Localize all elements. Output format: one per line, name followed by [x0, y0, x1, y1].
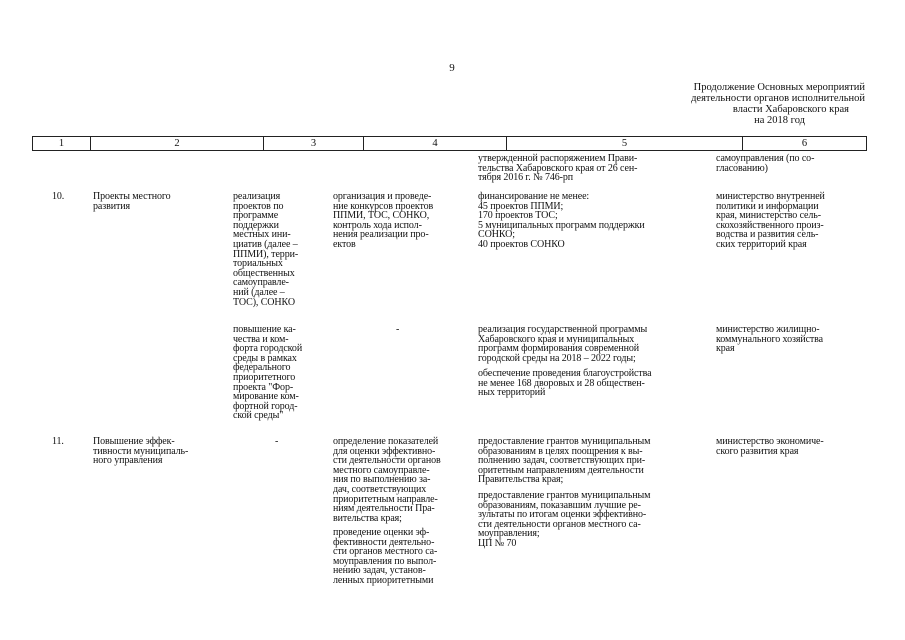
text-line: общественных	[233, 267, 295, 279]
text-line: среды в рамках	[233, 352, 297, 364]
text-line: ного управления	[93, 455, 163, 467]
row11-number: 11.	[52, 436, 64, 447]
row10-col2	[93, 192, 171, 211]
text-line: зультаты по итогам оценки эффективно-	[478, 509, 647, 521]
text-line: ППМИ, ТОС, СОНКО,	[333, 210, 430, 222]
text-line: проведение оценки эф-	[333, 527, 430, 538]
text-line: СОНКО;	[478, 229, 515, 241]
text-line: министерство жилищно-	[716, 324, 820, 335]
text-line: образованиям в целях поощрения к вы-	[478, 445, 643, 457]
text-line: контроль хода испол-	[333, 219, 422, 231]
text-line: 170 проектов ТОС;	[478, 210, 558, 222]
text-line: ТОС), СОНКО	[233, 296, 295, 308]
text-line: 40 проектов СОНКО	[478, 238, 565, 250]
header-line: деятельности органов исполнительной	[691, 93, 865, 104]
column-header-4: 4	[363, 137, 506, 150]
text-line: развития	[93, 200, 130, 212]
text-line: ской среды"	[233, 410, 284, 422]
text-line: городской среды на 2018 – 2022 годы;	[478, 352, 636, 364]
row10-col3-a	[233, 192, 298, 307]
text-line: тивности муниципаль-	[93, 445, 189, 457]
text-line: программ формирования современной	[478, 343, 640, 355]
text-line: проекта "Фор-	[233, 381, 294, 393]
header-line: на 2018 год	[754, 115, 805, 126]
column-header-1: 1	[58, 138, 65, 149]
text-line: гласованию)	[716, 162, 768, 174]
text-line: 45 проектов ППМИ;	[478, 200, 564, 212]
text-line: фортной город-	[233, 400, 298, 412]
text-line: приоритетным направле-	[333, 493, 438, 505]
text-line: вительства края;	[333, 512, 402, 524]
text-line: дач, соответствующих	[333, 483, 427, 495]
header-line: власти Хабаровского края	[732, 104, 849, 115]
text-line: сти деятельности органов	[333, 455, 441, 467]
column-header-3: 3	[263, 137, 363, 150]
row11-col5-a	[478, 437, 650, 485]
text-line: края	[716, 343, 735, 355]
text-line: организация и проведе-	[333, 191, 432, 202]
text-line: утвержденной распоряжением Прави-	[478, 153, 638, 164]
text-line: циатив (далее –	[233, 238, 298, 250]
text-line: министерство экономиче-	[716, 436, 824, 447]
row10-col5-a	[478, 192, 645, 250]
text-line: полнению задач, соответствующих при-	[478, 455, 646, 467]
column-header-6: 6	[742, 137, 866, 150]
text-line: чества и ком-	[233, 333, 289, 345]
row10-col3-b	[233, 325, 302, 421]
text-line: фективности деятельно-	[333, 536, 435, 548]
text-line: сти органов местного са-	[333, 546, 438, 558]
text-line: моуправления;	[478, 528, 540, 540]
text-line: форта городской	[233, 343, 303, 355]
text-line: определение показателей	[333, 436, 439, 447]
text-line: Повышение эффек-	[93, 436, 175, 447]
text-line: поддержки	[233, 219, 279, 231]
row10-col6-a	[716, 192, 825, 250]
text-line: Хабаровского края и муниципальных	[478, 333, 635, 345]
text-line: оритетным направлениям деятельности	[478, 464, 644, 476]
text-line: нения реализации про-	[333, 229, 429, 241]
text-line: ние конкурсов проектов	[333, 200, 434, 212]
text-line: ленных приоритетными	[333, 574, 434, 586]
text-line: предоставление грантов муниципальным	[478, 490, 651, 501]
text-line: Проекты местного	[93, 191, 171, 202]
text-line: федерального	[233, 362, 291, 374]
row11-col6	[716, 437, 824, 456]
row10-col6-b	[716, 325, 823, 354]
column-header-2: 2	[90, 137, 263, 150]
text-line: тельства Хабаровского края от 26 сен-	[478, 162, 638, 174]
text-line: местного самоуправле-	[333, 464, 430, 476]
text-line: ских территорий края	[716, 238, 807, 250]
text-line: реализация государственной программы	[478, 324, 648, 335]
text-line: ектов	[333, 238, 356, 250]
document-header	[565, 82, 865, 126]
text-line: ния по выполнению за-	[333, 474, 431, 486]
text-line: реализация	[233, 191, 281, 202]
row11-col4-b	[333, 528, 437, 586]
text-line: образованиям, показавшим лучшие ре-	[478, 499, 641, 511]
row10-number: 10.	[52, 191, 65, 202]
text-line: не менее 168 дворовых и 28 обществен-	[478, 377, 645, 389]
text-line: ториальных	[233, 258, 283, 270]
text-line: политики и информации	[716, 200, 819, 212]
text-line: ных территорий	[478, 387, 546, 399]
text-line: ниям деятельности Пра-	[333, 503, 435, 515]
text-line: тября 2016 г. № 746-рп	[478, 172, 574, 184]
text-line: края, министерство сель-	[716, 210, 821, 222]
row10-col5-b2	[478, 369, 651, 398]
row11-col5-b	[478, 491, 650, 549]
text-line: водства и развития сель-	[716, 229, 819, 241]
text-line: повышение ка-	[233, 324, 296, 335]
text-line: предоставление грантов муниципальным	[478, 436, 651, 447]
text-line: приоритетного	[233, 371, 296, 383]
cont-col6	[716, 154, 814, 173]
text-line: министерство внутренней	[716, 191, 825, 202]
text-line: ППМИ), терри-	[233, 248, 299, 260]
header-line: Продолжение Основных мероприятий	[693, 82, 865, 93]
text-line: -	[396, 324, 400, 335]
text-line: скохозяйственного произ-	[716, 219, 824, 231]
text-line: ЦП № 70	[478, 537, 517, 549]
text-line: коммунального хозяйства	[716, 333, 824, 345]
text-line: 5 муниципальных программ поддержки	[478, 219, 645, 231]
row10-col5-b1	[478, 325, 647, 363]
cont-col5	[478, 154, 637, 183]
text-line: сти деятельности органов местного са-	[478, 518, 641, 530]
text-line: программе	[233, 210, 279, 222]
text-line: -	[275, 436, 279, 447]
text-line: для оценки эффективно-	[333, 445, 436, 457]
text-line: ний (далее –	[233, 286, 285, 298]
page-number: 9	[449, 62, 455, 74]
row11-col3	[275, 437, 278, 447]
text-line: финансирование не менее:	[478, 191, 590, 202]
text-line: нению задач, установ-	[333, 565, 426, 577]
text-line: обеспечение проведения благоустройства	[478, 368, 652, 379]
row11-col2	[93, 437, 188, 466]
column-header-5: 5	[506, 137, 742, 150]
text-line: ского развития края	[716, 445, 799, 457]
text-line: проектов по	[233, 200, 284, 212]
row10-col4-a	[333, 192, 433, 250]
table-column-header-row	[32, 136, 867, 151]
text-line: мирование ком-	[233, 391, 299, 403]
row11-col4-a	[333, 437, 441, 523]
row10-col4-b	[396, 325, 399, 335]
text-line: моуправления по выпол-	[333, 555, 437, 567]
text-line: местных ини-	[233, 229, 291, 241]
text-line: самоуправле-	[233, 277, 289, 289]
text-line: самоуправления (по со-	[716, 153, 815, 164]
text-line: Правительства края;	[478, 474, 564, 486]
